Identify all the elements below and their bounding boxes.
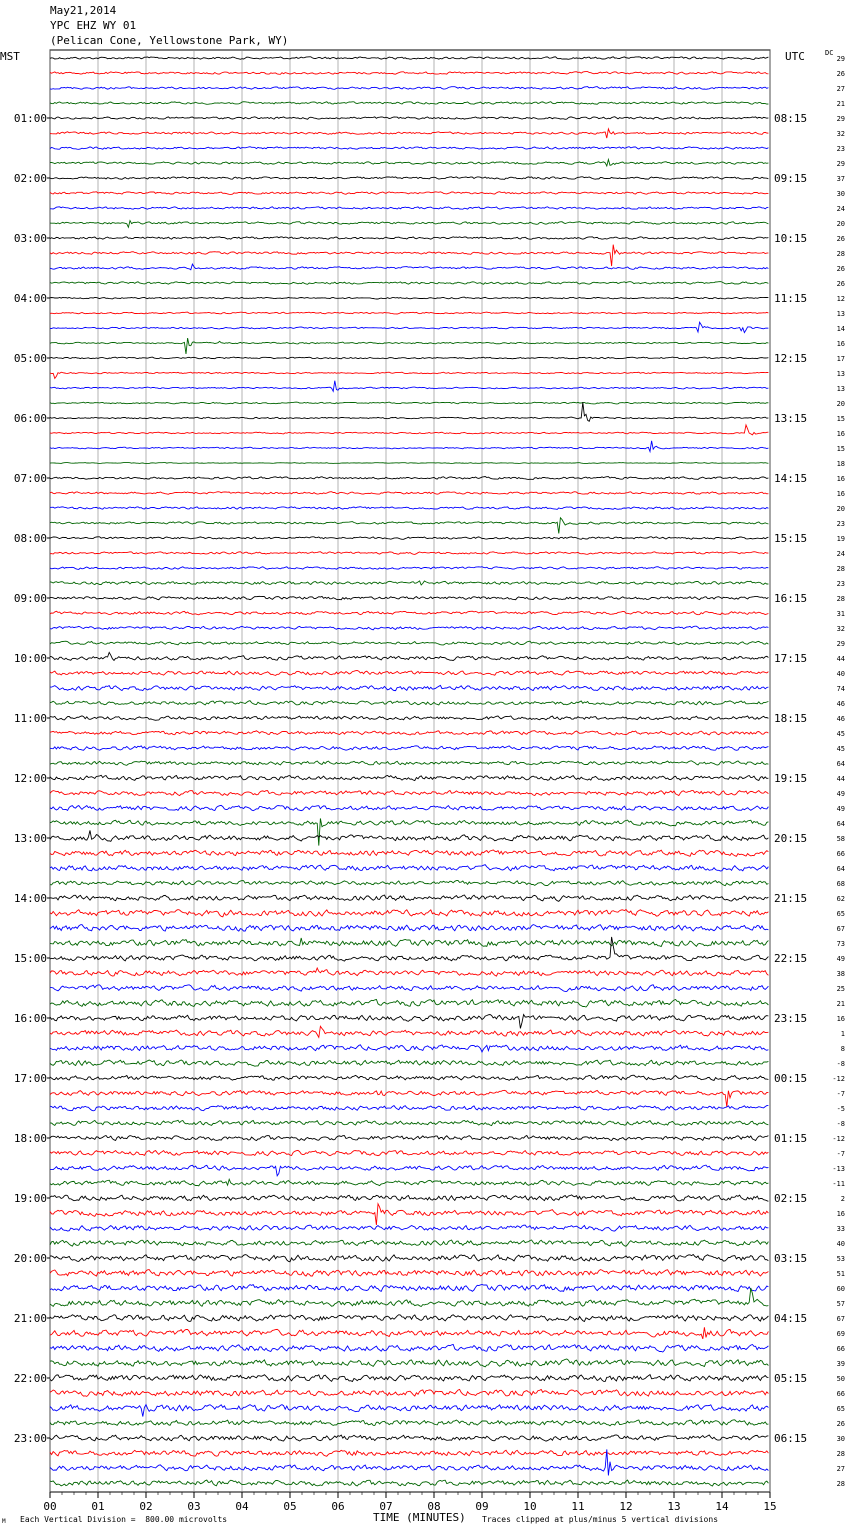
dc-offset-value: 67 [836, 1315, 845, 1323]
seismic-trace [50, 701, 768, 705]
seismic-trace [50, 1015, 768, 1029]
seismic-trace [50, 1389, 768, 1396]
seismic-trace [50, 245, 768, 267]
left-hour-label: 01:00 [13, 112, 47, 125]
seismic-trace [50, 1105, 768, 1110]
seismic-trace [50, 805, 768, 810]
dc-offset-value: 20 [836, 400, 845, 408]
seismic-trace [50, 761, 768, 766]
clip-note: Traces clipped at plus/minus 5 vertical divisions [482, 1515, 719, 1524]
seismic-trace [50, 1045, 768, 1052]
seismic-trace [50, 441, 768, 452]
dc-offset-value: 38 [836, 970, 845, 978]
seismic-trace [50, 177, 768, 180]
seismic-trace [50, 985, 768, 992]
seismic-trace [50, 925, 768, 932]
dc-offset-value: 16 [836, 340, 845, 348]
right-hour-label: 22:15 [774, 952, 808, 965]
dc-offset-value: 49 [836, 955, 845, 963]
dc-offset-value: 28 [836, 250, 845, 258]
seismic-trace [50, 338, 768, 354]
dc-offset-value: -13 [832, 1165, 845, 1173]
seismic-trace [50, 402, 768, 404]
seismic-trace [50, 611, 768, 615]
right-timezone-label: UTC [785, 50, 805, 63]
x-tick-label: 09 [475, 1500, 489, 1513]
seismic-trace [50, 567, 768, 570]
dc-offset-value: 44 [836, 775, 845, 783]
x-tick-label: 00 [43, 1500, 57, 1513]
seismic-trace [50, 477, 768, 480]
right-hour-label: 23:15 [774, 1012, 808, 1025]
right-hour-label: 15:15 [774, 532, 808, 545]
seismic-trace [50, 1060, 768, 1066]
dc-offset-value: 23 [836, 580, 845, 588]
x-tick-label: 02 [139, 1500, 153, 1513]
seismic-trace [50, 1375, 768, 1382]
dc-offset-value: 69 [836, 1330, 845, 1338]
left-hour-label: 02:00 [13, 172, 47, 185]
seismic-trace [50, 731, 768, 735]
seismic-trace [50, 937, 768, 961]
dc-offset-value: 24 [836, 205, 845, 213]
seismic-trace [50, 463, 768, 464]
seismic-trace [50, 297, 768, 299]
seismic-trace [50, 881, 768, 886]
left-hour-label: 16:00 [13, 1012, 47, 1025]
dc-offset-value: 28 [836, 565, 845, 573]
dc-offset-value: 53 [836, 1255, 845, 1263]
seismic-trace [50, 207, 768, 209]
axis-labels [14, 55, 845, 1513]
seismic-trace [50, 1026, 768, 1037]
right-hour-label: 02:15 [774, 1192, 808, 1205]
seismic-trace [50, 999, 768, 1007]
seismic-trace [50, 968, 768, 976]
seismic-trace [50, 372, 768, 378]
seismic-traces [50, 57, 768, 1486]
dc-offset-value: 64 [836, 865, 845, 873]
seismic-trace [50, 910, 768, 917]
seismic-trace [50, 57, 768, 60]
right-hour-label: 08:15 [774, 112, 808, 125]
dc-offset-value: 30 [836, 1435, 845, 1443]
right-hour-label: 01:15 [774, 1132, 808, 1145]
dc-offset-value: 26 [836, 265, 845, 273]
right-hour-label: 19:15 [774, 772, 808, 785]
seismic-trace [50, 685, 768, 690]
left-hour-label: 12:00 [13, 772, 47, 785]
dc-offset-header: DC [825, 49, 834, 57]
x-axis-title: TIME (MINUTES) [373, 1511, 466, 1524]
dc-offset-value: 40 [836, 670, 845, 678]
dc-offset-value: 13 [836, 385, 845, 393]
seismic-trace [50, 1315, 768, 1322]
dc-offset-value: 31 [836, 610, 845, 618]
left-hour-label: 19:00 [13, 1192, 47, 1205]
seismic-trace [50, 147, 768, 150]
dc-offset-value: 18 [836, 460, 845, 468]
seismic-trace [50, 129, 768, 138]
left-hour-label: 04:00 [13, 292, 47, 305]
dc-offset-value: 26 [836, 70, 845, 78]
dc-offset-value: 66 [836, 1345, 845, 1353]
dc-offset-value: 40 [836, 1240, 845, 1248]
dc-offset-value: 64 [836, 820, 845, 828]
left-hour-label: 21:00 [13, 1312, 47, 1325]
seismic-trace [50, 1075, 768, 1080]
left-hour-label: 18:00 [13, 1132, 47, 1145]
dc-offset-value: -8 [836, 1060, 845, 1068]
left-hour-label: 23:00 [13, 1432, 47, 1445]
seismic-trace [50, 641, 768, 645]
dc-offset-value: 46 [836, 700, 845, 708]
seismic-trace [50, 312, 768, 314]
seismic-trace [50, 596, 768, 599]
seismic-trace [50, 160, 768, 167]
seismic-trace [50, 1150, 768, 1155]
dc-offset-value: 65 [836, 1405, 845, 1413]
right-hour-label: 21:15 [774, 892, 808, 905]
seismic-trace [50, 830, 768, 841]
dc-offset-value: 20 [836, 220, 845, 228]
x-tick-label: 15 [763, 1500, 777, 1513]
x-tick-label: 03 [187, 1500, 201, 1513]
x-tick-label: 01 [91, 1500, 105, 1513]
dc-offset-value: 67 [836, 925, 845, 933]
dc-offset-value: 51 [836, 1270, 845, 1278]
seismic-trace [50, 102, 768, 105]
dc-offset-value: 27 [836, 85, 845, 93]
seismic-trace [50, 282, 768, 285]
dc-offset-value: -8 [836, 1120, 845, 1128]
dc-offset-value: 14 [836, 325, 845, 333]
left-hour-label: 22:00 [13, 1372, 47, 1385]
seismic-trace [50, 1120, 768, 1125]
dc-offset-value: 28 [836, 1480, 845, 1488]
seismic-trace [50, 1204, 768, 1225]
seismic-trace [50, 264, 768, 270]
dc-offset-value: 30 [836, 190, 845, 198]
dc-offset-value: 29 [836, 55, 845, 63]
left-hour-label: 06:00 [13, 412, 47, 425]
seismic-trace [50, 671, 768, 676]
seismic-trace [50, 1090, 768, 1107]
left-hour-label: 11:00 [13, 712, 47, 725]
dc-offset-value: 65 [836, 910, 845, 918]
dc-offset-value: 66 [836, 850, 845, 858]
seismic-trace [50, 746, 768, 751]
dc-offset-value: 16 [836, 1015, 845, 1023]
dc-offset-value: 23 [836, 520, 845, 528]
seismic-trace [50, 192, 768, 195]
seismic-trace [50, 1288, 768, 1307]
dc-offset-value: 24 [836, 550, 845, 558]
dc-offset-value: -7 [836, 1150, 845, 1158]
seismic-trace [50, 1179, 768, 1186]
seismic-trace [50, 87, 768, 90]
dc-offset-value: 60 [836, 1285, 845, 1293]
x-tick-label: 08 [427, 1500, 441, 1513]
left-hour-label: 15:00 [13, 952, 47, 965]
right-hour-label: 20:15 [774, 832, 808, 845]
right-hour-label: 17:15 [774, 652, 808, 665]
scale-note: Each Vertical Division = 800.00 microvolts [20, 1515, 228, 1524]
seismic-trace [50, 1480, 768, 1486]
x-tick-label: 14 [715, 1500, 729, 1513]
dc-offset-value: 37 [836, 175, 845, 183]
x-tick-label: 10 [523, 1500, 537, 1513]
right-hour-label: 09:15 [774, 172, 808, 185]
seismic-trace [50, 581, 768, 585]
seismic-trace [50, 552, 768, 555]
right-hour-label: 13:15 [774, 412, 808, 425]
seismic-trace [50, 425, 768, 435]
seismic-trace [50, 1285, 768, 1292]
left-hour-label: 14:00 [13, 892, 47, 905]
dc-offset-value: 1 [840, 1030, 845, 1038]
left-hour-label: 13:00 [13, 832, 47, 845]
seismic-trace [50, 1405, 768, 1417]
seismic-trace [50, 237, 768, 240]
seismic-trace [50, 117, 768, 120]
dc-offset-value: -12 [832, 1075, 845, 1083]
seismic-trace [50, 1359, 768, 1367]
right-hour-label: 05:15 [774, 1372, 808, 1385]
seismic-trace [50, 1270, 768, 1277]
dc-offset-value: 2 [840, 1195, 845, 1203]
seismic-trace [50, 652, 768, 660]
dc-offset-value: 29 [836, 640, 845, 648]
seismic-trace [50, 322, 768, 332]
dc-offset-value: 44 [836, 655, 845, 663]
dc-offset-value: 58 [836, 835, 845, 843]
dc-offset-value: 28 [836, 1450, 845, 1458]
dc-offset-value: 13 [836, 370, 845, 378]
dc-offset-value: 28 [836, 595, 845, 603]
left-hour-label: 20:00 [13, 1252, 47, 1265]
dc-offset-value: 19 [836, 535, 845, 543]
right-hour-label: 04:15 [774, 1312, 808, 1325]
dc-offset-value: 45 [836, 730, 845, 738]
seismic-trace [50, 1450, 768, 1456]
seismic-trace [50, 1136, 768, 1141]
seismic-trace [50, 626, 768, 630]
station-code: YPC EHZ WY 01 [50, 19, 137, 32]
dc-offset-value: 15 [836, 445, 845, 453]
dc-offset-value: 23 [836, 145, 845, 153]
x-tick-label: 05 [283, 1500, 297, 1513]
dc-offset-value: 74 [836, 685, 845, 693]
seismic-trace [50, 1255, 768, 1262]
dc-offset-value: 27 [836, 1465, 845, 1473]
dc-offset-value: -12 [832, 1135, 845, 1143]
x-tick-label: 11 [571, 1500, 585, 1513]
dc-offset-value: 49 [836, 805, 845, 813]
dc-offset-value: 50 [836, 1375, 845, 1383]
seismic-trace [50, 938, 768, 947]
dc-offset-value: 46 [836, 715, 845, 723]
dc-offset-value: -11 [832, 1180, 845, 1188]
dc-offset-value: 16 [836, 430, 845, 438]
seismic-trace [50, 818, 768, 845]
dc-offset-value: 20 [836, 505, 845, 513]
plot-date: May21,2014 [50, 4, 117, 17]
dc-offset-value: 26 [836, 280, 845, 288]
dc-offset-value: 45 [836, 745, 845, 753]
seismic-trace [50, 537, 768, 540]
seismic-trace [50, 402, 768, 421]
seismic-trace [50, 1344, 768, 1352]
dc-offset-value: 16 [836, 1210, 845, 1218]
right-hour-label: 11:15 [774, 292, 808, 305]
dc-offset-value: -7 [836, 1090, 845, 1098]
seismic-trace [50, 1240, 768, 1246]
left-hour-label: 03:00 [13, 232, 47, 245]
x-tick-label: 04 [235, 1500, 249, 1513]
seismic-trace [50, 507, 768, 510]
dc-offset-value: -5 [836, 1105, 845, 1113]
dc-offset-value: 21 [836, 100, 845, 108]
seismic-trace [50, 518, 768, 534]
station-location: (Pelican Cone, Yellowstone Park, WY) [50, 34, 289, 47]
dc-offset-value: 15 [836, 415, 845, 423]
x-tick-label: 07 [379, 1500, 393, 1513]
left-hour-label: 09:00 [13, 592, 47, 605]
seismic-trace [50, 1225, 768, 1231]
dc-offset-value: 26 [836, 1420, 845, 1428]
dc-offset-value: 16 [836, 490, 845, 498]
seismic-trace [50, 791, 768, 796]
seismic-trace [50, 72, 768, 75]
dc-offset-value: 49 [836, 790, 845, 798]
dc-offset-value: 26 [836, 235, 845, 243]
dc-offset-value: 8 [840, 1045, 845, 1053]
seismic-trace [50, 865, 768, 871]
dc-offset-value: 39 [836, 1360, 845, 1368]
dc-offset-value: 12 [836, 295, 845, 303]
dc-offset-value: 29 [836, 160, 845, 168]
x-tick-label: 13 [667, 1500, 681, 1513]
left-hour-label: 08:00 [13, 532, 47, 545]
dc-offset-value: 73 [836, 940, 845, 948]
seismic-trace [50, 492, 768, 495]
seismic-trace [50, 1165, 768, 1176]
right-hour-label: 06:15 [774, 1432, 808, 1445]
right-hour-label: 12:15 [774, 352, 808, 365]
x-tick-label: 12 [619, 1500, 633, 1513]
right-hour-label: 10:15 [774, 232, 808, 245]
dc-offset-value: 25 [836, 985, 845, 993]
seismic-trace [50, 850, 768, 856]
seismic-trace [50, 1195, 768, 1201]
seismic-trace [50, 357, 768, 359]
seismic-trace [50, 381, 768, 392]
dc-offset-value: 13 [836, 310, 845, 318]
right-hour-label: 18:15 [774, 712, 808, 725]
dc-offset-value: 62 [836, 895, 845, 903]
dc-offset-value: 17 [836, 355, 845, 363]
left-hour-label: 07:00 [13, 472, 47, 485]
seismic-trace [50, 1420, 768, 1426]
left-hour-label: 10:00 [13, 652, 47, 665]
dc-offset-value: 57 [836, 1300, 845, 1308]
right-hour-label: 03:15 [774, 1252, 808, 1265]
seismic-trace [50, 1327, 768, 1339]
right-hour-label: 16:15 [774, 592, 808, 605]
seismic-trace [50, 221, 768, 228]
left-timezone-label: MST [0, 50, 20, 63]
dc-offset-value: 32 [836, 130, 845, 138]
dc-offset-value: 64 [836, 760, 845, 768]
corner-mark: M [2, 1518, 6, 1525]
seismic-trace [50, 1435, 768, 1441]
dc-offset-value: 21 [836, 1000, 845, 1008]
dc-offset-value: 66 [836, 1390, 845, 1398]
seismic-trace [50, 716, 768, 720]
x-tick-label: 06 [331, 1500, 345, 1513]
dc-offset-value: 33 [836, 1225, 845, 1233]
dc-offset-value: 16 [836, 475, 845, 483]
dc-offset-value: 68 [836, 880, 845, 888]
seismic-trace [50, 775, 768, 780]
right-hour-label: 00:15 [774, 1072, 808, 1085]
left-hour-label: 05:00 [13, 352, 47, 365]
seismic-trace [50, 895, 768, 901]
right-hour-label: 14:15 [774, 472, 808, 485]
dc-offset-value: 29 [836, 115, 845, 123]
left-hour-label: 17:00 [13, 1072, 47, 1085]
dc-offset-value: 32 [836, 625, 845, 633]
